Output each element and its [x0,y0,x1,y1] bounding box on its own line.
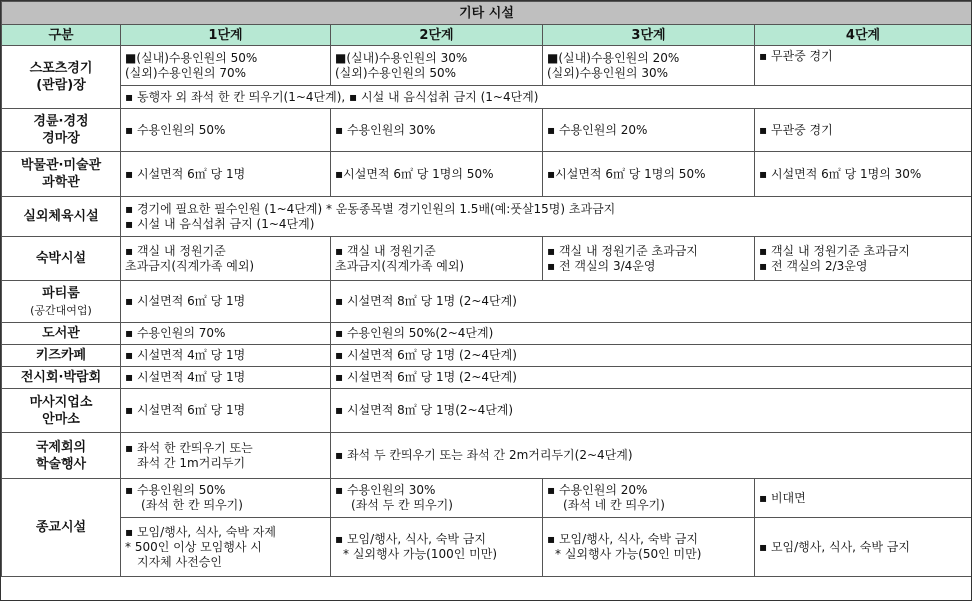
library-stage-2-4: ▪ 수용인원의 50%(2~4단계) [331,323,972,345]
museum-stage-3: ▪시설면적 6㎡ 당 1명의 50% [543,152,755,197]
table-row [2,152,972,197]
racing-stage-4: ▪ 무관중 경기 [755,109,972,152]
cell-text: ▪ 전 객실의 2/3운영 [759,258,868,273]
category-library: 도서관 [2,323,121,345]
category-exhibition: 전시회·박람회 [2,367,121,389]
sports-stage-4 [755,46,972,86]
facility-rules-table [1,1,972,577]
sports-note: ▪ 동행자 외 좌석 한 칸 띄우기(1~4단계), ▪ 시설 내 음식섭취 금지 (1~4단계) [121,86,972,109]
museum-stage-2: ▪시설면적 6㎡ 당 1명의 50% [331,152,543,197]
cell-text: (좌석 네 칸 띄우기) [563,498,665,512]
lodging-stage-4 [755,237,972,281]
racing-stage-3: ▪ 수용인원의 20% [543,109,755,152]
cell-text: (실외)수용인원의 70% [125,65,246,80]
category-label: 학술행사 [35,456,87,472]
cell-text: ▪ 좌석 한 칸띄우기 또는 [125,440,253,455]
racing-stage-2: ▪ 수용인원의 30% [331,109,543,152]
cell-text: ■(실내)수용인원의 30% [335,50,468,65]
cell-text: ▪ 수용인원의 50% [125,483,226,497]
header-stage-2: 2단계 [331,25,543,46]
religion-stage-2-capacity [331,479,543,518]
cell-text: ▪ 전 객실의 3/4운영 [547,258,656,273]
religion-stage-3-events [543,518,755,577]
category-kids-cafe: 키즈카페 [2,345,121,367]
category-label: 박물관·미술관 [20,158,102,173]
table-row [2,281,972,323]
cell-text: (실외)수용인원의 50% [335,65,456,80]
kids-stage-2-4: ▪ 시설면적 6㎡ 당 1명 (2~4단계) [331,345,972,367]
cell-text: ▪ 객실 내 정원기준 초과금지 [759,243,910,258]
cell-text: * 500인 이상 모임행사 시 [125,539,262,554]
exhibit-stage-1: ▪ 시설면적 4㎡ 당 1명 [121,367,331,389]
cell-text: ▪ 수용인원의 20% [547,483,648,497]
table-row [2,433,972,479]
cell-text: 초과금지(직계가족 예외) [335,258,465,273]
table-row [2,323,972,345]
cell-text: (좌석 두 칸 띄우기) [351,498,453,512]
table-row [2,46,972,86]
header-stage-1: 1단계 [121,25,331,46]
racing-stage-1: ▪ 수용인원의 50% [121,109,331,152]
cell-text: ■(실내)수용인원의 20% [547,50,680,65]
table-row [2,109,972,152]
sports-stage-2 [331,46,543,86]
category-label: 파티룸 [42,285,80,301]
cell-text: ▪ 무관중 경기 [759,49,833,63]
category-label: (공간대여업) [30,303,92,317]
cell-text: ▪ 객실 내 정원기준 [335,243,436,258]
category-label: 경마장 [42,131,80,146]
table-row [2,197,972,237]
category-label: (관람)장 [36,78,86,93]
table-row [2,345,972,367]
category-sports [2,46,121,109]
category-label: 국제회의 [35,439,87,455]
cell-text: ▪ 모임/행사, 식사, 숙박 금지 [335,532,486,546]
cell-text: ▪ 객실 내 정원기준 초과금지 [547,243,698,258]
cell-text: 좌석 간 1m거리두기 [137,455,246,470]
cell-text: ■(실내)수용인원의 50% [125,50,258,65]
cell-text: (실외)수용인원의 30% [547,65,668,80]
conference-stage-1 [121,433,331,479]
religion-stage-1-events [121,518,331,577]
lodging-stage-2 [331,237,543,281]
category-religion: 종교시설 [2,479,121,577]
cell-text: ▪ 수용인원의 30% [335,483,436,497]
cell-text: ▪ 모임/행사, 식사, 숙박 금지 [547,532,698,546]
museum-stage-4: ▪ 시설면적 6㎡ 당 1명의 30% [755,152,972,197]
sports-stage-3 [543,46,755,86]
category-label: 마사지업소 [29,394,93,410]
library-stage-1: ▪ 수용인원의 70% [121,323,331,345]
cell-text: ▪ 경기에 필요한 필수인원 (1~4단계) * 운동종목별 경기인원의 1.5배(예:풋살15명) 초과금지 [125,201,616,216]
museum-stage-1: ▪ 시설면적 6㎡ 당 1명 [121,152,331,197]
religion-stage-3-capacity [543,479,755,518]
conference-stage-2-4: ▪ 좌석 두 칸띄우기 또는 좌석 간 2m거리두기(2~4단계) [331,433,972,479]
outdoor-rules [121,197,972,237]
massage-stage-1: ▪ 시설면적 6㎡ 당 1명 [121,389,331,433]
table-row [2,86,972,109]
table-row [2,237,972,281]
category-outdoor: 실외체육시설 [2,197,121,237]
category-lodging: 숙박시설 [2,237,121,281]
kids-stage-1: ▪ 시설면적 4㎡ 당 1명 [121,345,331,367]
cell-text: ▪ 시설 내 음식섭취 금지 (1~4단계) [125,216,315,231]
category-racing [2,109,121,152]
religion-stage-4-events: ▪ 모임/행사, 식사, 숙박 금지 [755,518,972,577]
religion-stage-2-events [331,518,543,577]
cell-text: 지자체 사전승인 [137,554,222,569]
cell-text: * 실외행사 가능(50인 미만) [555,547,702,561]
table-row [2,518,972,577]
lodging-stage-3 [543,237,755,281]
cell-text: (좌석 한 칸 띄우기) [141,498,243,512]
category-conference [2,433,121,479]
lodging-stage-1 [121,237,331,281]
category-massage [2,389,121,433]
table-title: 기타 시설 [2,2,972,25]
category-label: 경륜·경정 [33,114,89,129]
table-row [2,479,972,518]
massage-stage-2-4: ▪ 시설면적 8㎡ 당 1명(2~4단계) [331,389,972,433]
category-party-room [2,281,121,323]
category-label: 과학관 [42,175,80,190]
table-row [2,367,972,389]
category-label: 안마소 [42,411,80,427]
exhibit-stage-2-4: ▪ 시설면적 6㎡ 당 1명 (2~4단계) [331,367,972,389]
religion-stage-1-capacity [121,479,331,518]
table-row [2,389,972,433]
cell-text: 초과금지(직계가족 예외) [125,258,255,273]
party-stage-1: ▪ 시설면적 6㎡ 당 1명 [121,281,331,323]
cell-text: ▪ 모임/행사, 식사, 숙박 자제 [125,524,276,539]
header-category: 구분 [2,25,121,46]
sports-stage-1 [121,46,331,86]
header-stage-4: 4단계 [755,25,972,46]
religion-stage-4-capacity: ▪ 비대면 [755,479,972,518]
header-stage-3: 3단계 [543,25,755,46]
category-museum [2,152,121,197]
cell-text: ▪ 객실 내 정원기준 [125,243,226,258]
category-label: 스포츠경기 [29,61,93,76]
cell-text: * 실외행사 가능(100인 미만) [343,547,498,561]
party-stage-2-4: ▪ 시설면적 8㎡ 당 1명 (2~4단계) [331,281,972,323]
